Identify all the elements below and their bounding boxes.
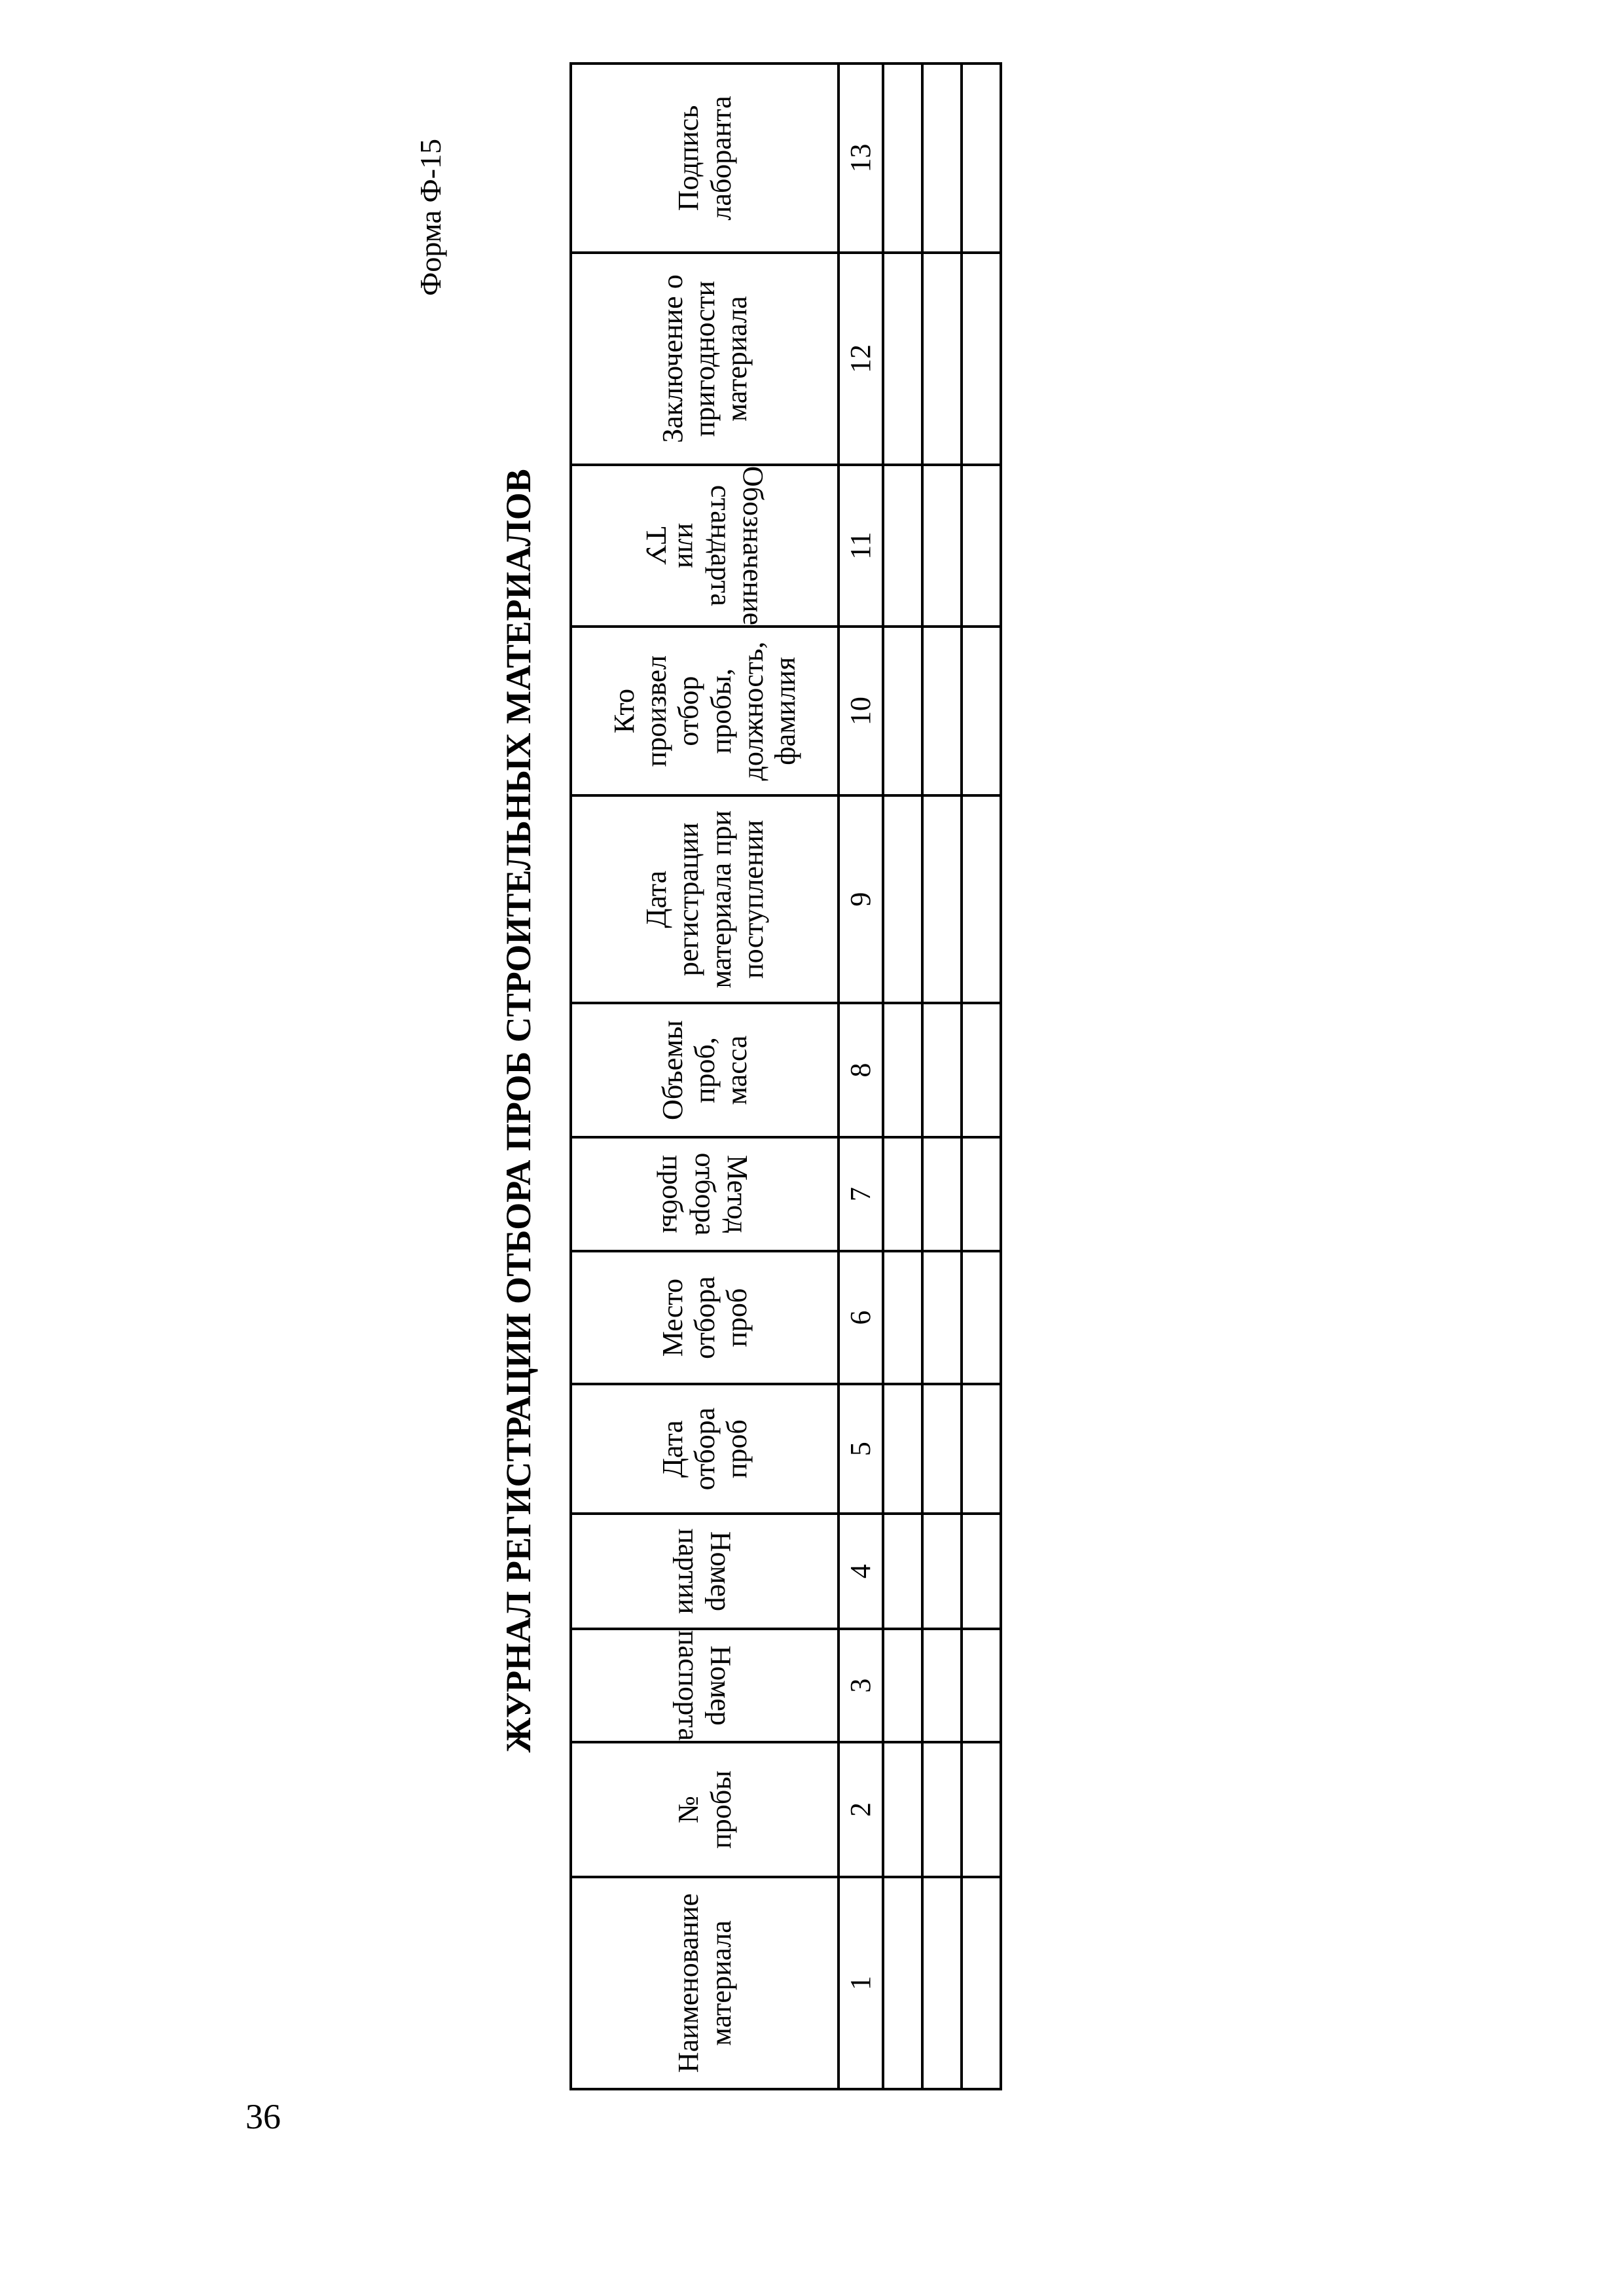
column-number-9: 9 <box>839 795 883 1003</box>
column-number-4: 4 <box>839 1514 883 1629</box>
entry-cell <box>922 1514 962 1629</box>
column-number-1: 1 <box>839 1877 883 2089</box>
column-header-line: лаборанта <box>704 96 737 221</box>
column-header-line: проб <box>721 1419 753 1479</box>
column-header-line: Номер партии <box>672 1528 737 1614</box>
column-header-text <box>672 1630 737 1741</box>
entry-cell <box>962 64 1001 253</box>
column-header-line: должность, <box>736 641 769 781</box>
entry-cell <box>922 1251 962 1384</box>
column-header-text <box>672 1515 737 1628</box>
column-header-text <box>672 96 737 220</box>
column-header-10 <box>571 627 839 795</box>
entry-row <box>922 64 962 2089</box>
entry-cell <box>922 253 962 465</box>
entry-cell <box>922 627 962 795</box>
column-header-line: поступлении <box>736 820 769 979</box>
column-number-2: 2 <box>839 1742 883 1877</box>
column-header-line: отбора <box>688 1407 721 1491</box>
column-number-12: 12 <box>839 253 883 465</box>
form-code: Форма Ф-15 <box>414 138 447 296</box>
column-header-line: Место <box>656 1278 689 1357</box>
entry-cell <box>883 64 922 253</box>
entry-cell <box>962 1514 1001 1629</box>
entry-cell <box>962 1877 1001 2089</box>
column-header-text <box>640 466 769 625</box>
column-header-text <box>657 1139 753 1250</box>
column-header-line: Кто <box>607 688 640 734</box>
page-number: 36 <box>245 2097 281 2136</box>
entry-cell <box>922 1003 962 1137</box>
entry-cell <box>962 1251 1001 1384</box>
column-header-9 <box>571 795 839 1003</box>
column-header-text <box>657 1276 753 1359</box>
entry-cell <box>883 1514 922 1629</box>
entry-cell <box>922 1877 962 2089</box>
entry-cell <box>922 1629 962 1742</box>
column-header-11 <box>571 465 839 627</box>
column-header-line: проб, <box>688 1037 721 1104</box>
entry-cell <box>883 465 922 627</box>
journal-title: ЖУРНАЛ РЕГИСТРАЦИИ ОТБОРА ПРОБ СТРОИТЕЛЬНЫХ МАТЕРИАЛОВ <box>499 469 538 1753</box>
entry-cell <box>962 1742 1001 1877</box>
column-number-6: 6 <box>839 1251 883 1384</box>
entry-cell <box>922 64 962 253</box>
entry-cell <box>962 795 1001 1003</box>
column-header-line: произвел <box>640 655 672 767</box>
column-number-10: 10 <box>839 627 883 795</box>
column-header-text <box>657 1408 753 1491</box>
column-header-4 <box>571 1514 839 1629</box>
column-header-line: Метод отбора <box>689 1152 753 1236</box>
column-header-text <box>672 1770 737 1849</box>
entry-cell <box>883 1137 922 1251</box>
entry-cell <box>962 465 1001 627</box>
column-header-line: материала <box>704 1920 737 2046</box>
column-number-11: 11 <box>839 465 883 627</box>
entry-cell <box>962 1629 1001 1742</box>
entry-cell <box>883 795 922 1003</box>
sample-register-table <box>569 62 1002 2090</box>
column-header-5 <box>571 1384 839 1514</box>
column-header-8 <box>571 1003 839 1137</box>
column-header-1 <box>571 1877 839 2089</box>
column-header-line: регистрации <box>672 822 705 976</box>
column-header-line: пригодности <box>688 280 721 437</box>
column-header-line: пробы, <box>704 668 737 754</box>
column-header-line: отбора <box>688 1276 721 1359</box>
column-header-line: материала при <box>704 810 737 989</box>
entry-cell <box>962 1003 1001 1137</box>
column-header-6 <box>571 1251 839 1384</box>
column-header-line: фамилия <box>769 657 802 765</box>
entry-cell <box>883 627 922 795</box>
column-header-13 <box>571 64 839 253</box>
entry-cell <box>962 1137 1001 1251</box>
column-header-line: проб <box>721 1288 753 1347</box>
column-header-line: отбор <box>672 676 705 746</box>
entry-cell <box>883 1742 922 1877</box>
header-row <box>571 64 839 2089</box>
entry-cell <box>922 795 962 1003</box>
entry-cell <box>922 465 962 627</box>
column-number-7: 7 <box>839 1137 883 1251</box>
entry-cell <box>962 1384 1001 1514</box>
column-header-line: Обозначение <box>737 465 770 626</box>
column-header-line: масса <box>721 1035 753 1105</box>
entry-cell <box>883 1384 922 1514</box>
entry-cell <box>883 1877 922 2089</box>
column-header-line: Номер паспорта <box>672 1630 737 1741</box>
column-header-line: Дата <box>656 1420 689 1478</box>
column-header-line: Объемы <box>656 1020 689 1121</box>
column-number-13: 13 <box>839 64 883 253</box>
column-number-8: 8 <box>839 1003 883 1137</box>
entry-cell <box>962 627 1001 795</box>
column-header-text <box>657 1020 753 1120</box>
entry-row <box>883 64 922 2089</box>
column-number-3: 3 <box>839 1629 883 1742</box>
column-header-text <box>657 274 753 443</box>
column-header-text <box>640 811 769 989</box>
column-header-text <box>608 642 802 781</box>
entry-cell <box>883 1003 922 1137</box>
entry-cell <box>962 253 1001 465</box>
column-number-5: 5 <box>839 1384 883 1514</box>
column-header-line: № <box>672 1796 705 1823</box>
column-header-12 <box>571 253 839 465</box>
column-header-line: пробы <box>656 1155 689 1233</box>
entry-cell <box>922 1742 962 1877</box>
entry-cell <box>883 1629 922 1742</box>
column-header-line: Заключение о <box>656 274 689 443</box>
column-header-text <box>672 1893 737 2073</box>
column-header-line: Подпись <box>672 105 705 211</box>
entry-cell <box>922 1137 962 1251</box>
column-header-7 <box>571 1137 839 1251</box>
column-header-line: Наименование <box>672 1893 705 2073</box>
entry-row <box>962 64 1001 2089</box>
column-header-3 <box>571 1629 839 1742</box>
column-header-line: Дата <box>640 870 672 928</box>
column-header-2 <box>571 1742 839 1877</box>
column-header-line: стандарта или <box>672 485 737 607</box>
column-number-row <box>839 64 883 2089</box>
column-header-line: пробы <box>704 1770 737 1849</box>
column-header-line: ТУ <box>640 526 673 565</box>
entry-cell <box>922 1384 962 1514</box>
entry-cell <box>883 1251 922 1384</box>
column-header-line: материала <box>721 296 753 422</box>
entry-cell <box>883 253 922 465</box>
